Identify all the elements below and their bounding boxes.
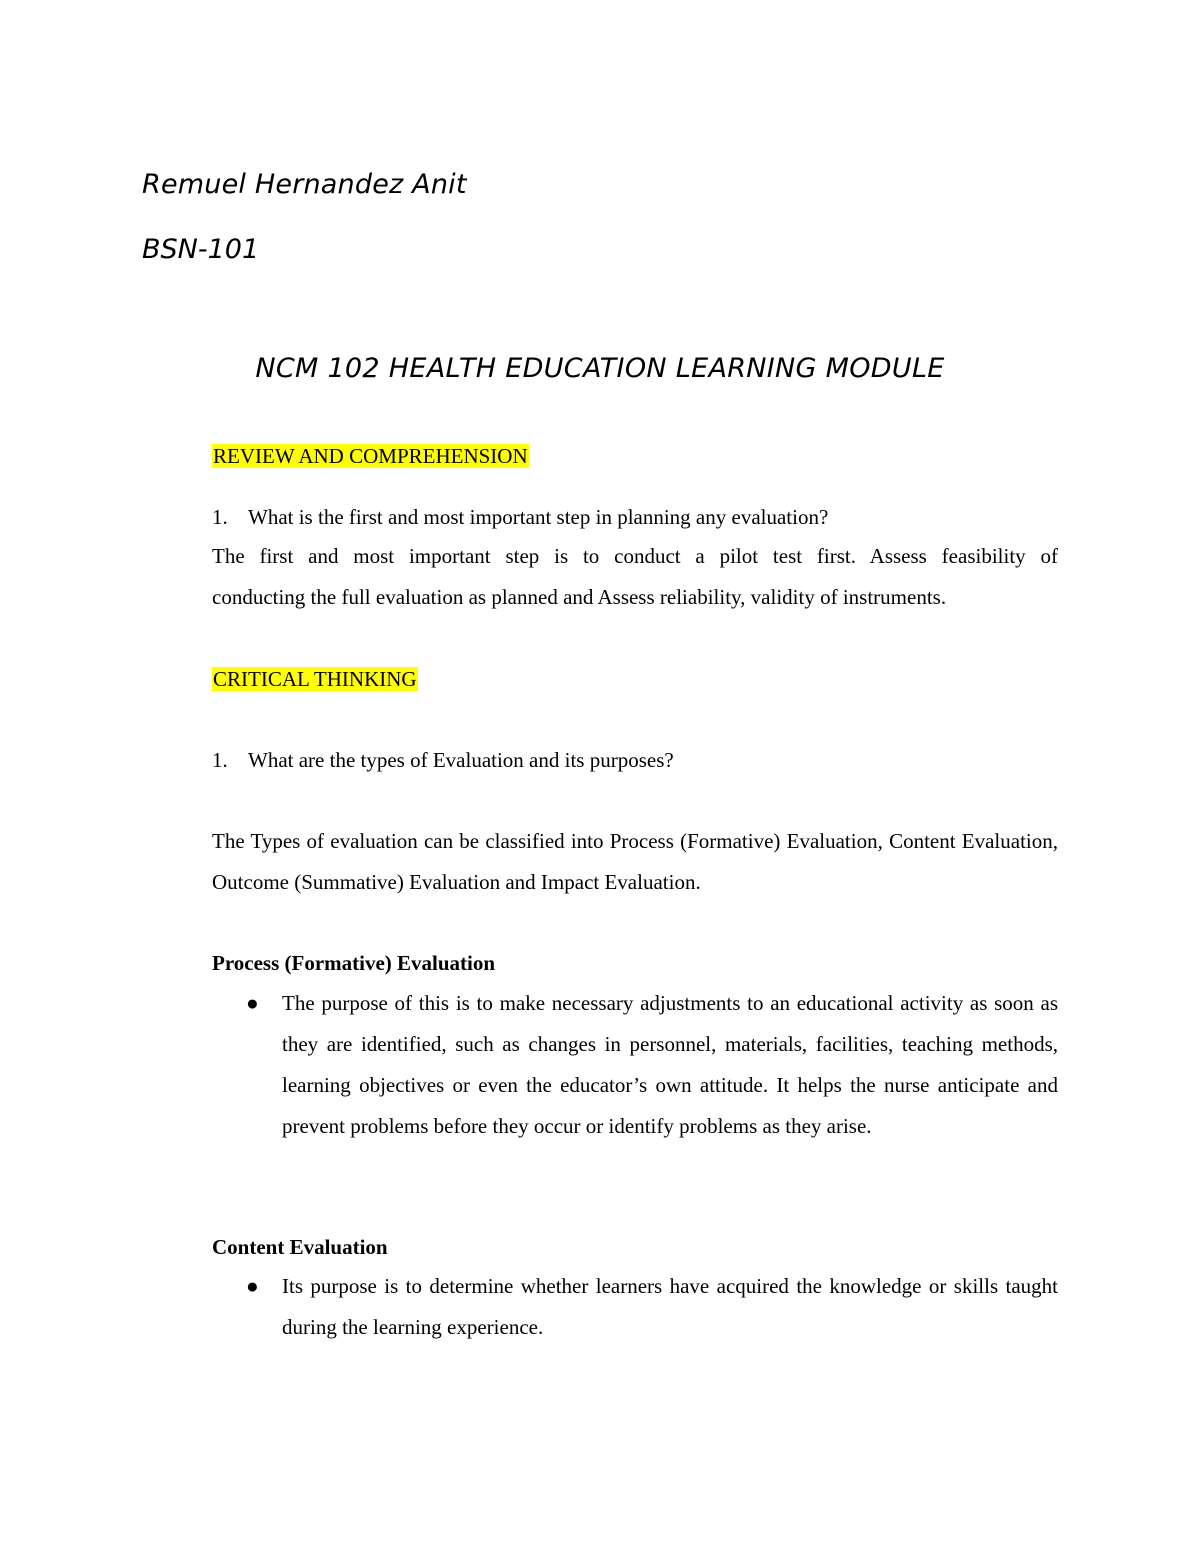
types-intro-paragraph: The Types of evaluation can be classified into Process (Formative) Evaluation, Content Evaluation, Outcome (Summative) Evaluation and Impact Evaluation.: [212, 829, 1058, 894]
process-evaluation-text: The purpose of this is to make necessary adjustments to an educational activity as soon as they are identified, such as changes in personnel, materials, facilities, teaching methods, learning objectives or even the educator’s own attitude. It helps the nurse anticipate and prevent problems before they occur or identify problems as they arise.: [282, 991, 1058, 1138]
critical-question: [212, 740, 1058, 781]
critical-heading-block: [212, 659, 1058, 700]
list-item: [212, 1266, 1058, 1348]
document-title: NCM 102 HEALTH EDUCATION LEARNING MODULE: [255, 353, 945, 384]
review-answer-line-1: The first and most important step is to conduct a pilot test first. Assess feasibility of: [212, 544, 1058, 568]
review-question: [212, 497, 1058, 538]
content-evaluation-list: [212, 1266, 1058, 1348]
review-question-text: What is the first and most important step in planning any evaluation?: [248, 505, 829, 529]
list-item: [212, 983, 1058, 1147]
bullet-icon: ●: [246, 991, 259, 1015]
review-answer-line-2: conducting the full evaluation as planned and Assess reliability, validity of instruments.: [212, 585, 947, 609]
critical-question-text: What are the types of Evaluation and its purposes?: [248, 748, 674, 772]
process-evaluation-list: [212, 983, 1058, 1147]
review-heading: REVIEW AND COMPREHENSION: [213, 444, 528, 468]
process-evaluation-heading: Process (Formative) Evaluation: [212, 951, 496, 975]
content-evaluation-text: Its purpose is to determine whether learners have acquired the knowledge or skills taught during the learning experience.: [282, 1274, 1058, 1339]
critical-heading: CRITICAL THINKING: [213, 667, 417, 691]
review-heading-block: [212, 436, 1058, 477]
content-evaluation-heading: Content Evaluation: [212, 1235, 388, 1259]
student-section: BSN-101: [142, 234, 260, 265]
bullet-icon: ●: [246, 1274, 259, 1298]
student-name: Remuel Hernandez Anit: [142, 169, 467, 200]
review-question-number: 1.: [212, 505, 228, 529]
critical-question-number: 1.: [212, 748, 228, 772]
